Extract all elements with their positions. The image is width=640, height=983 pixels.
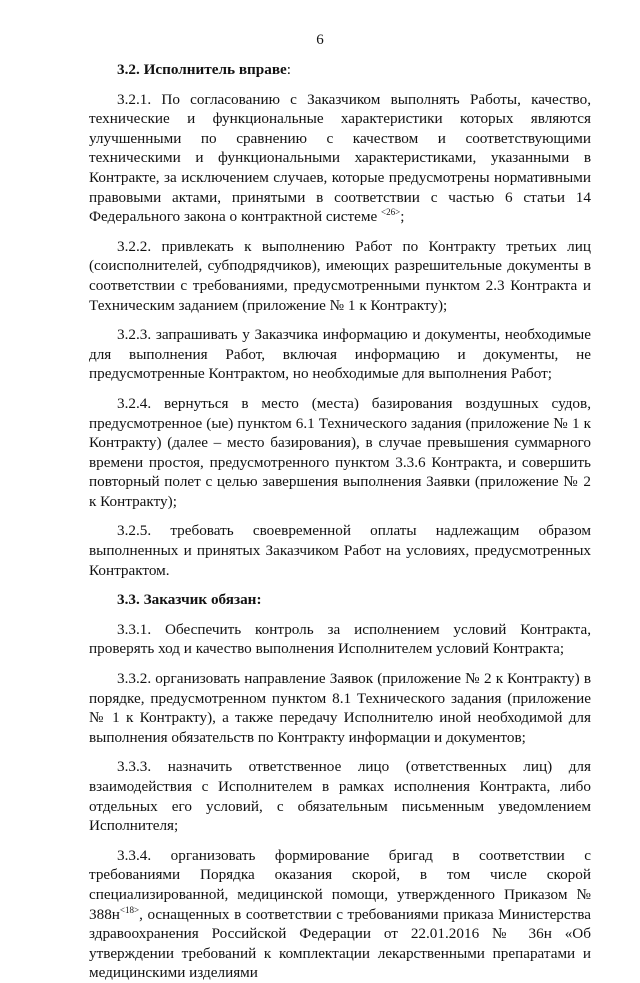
clause-text: запрашивать у Заказчика информацию и документы, необходимые для выполнения Работ, включая информацию и документы, не предусмотренные Контрактом, но необходимые для выполнения Работ; [89,326,591,383]
clause-text: привлекать к выполнению Работ по Контракту третьих лиц (соисполнителей, субподрядчиков), имеющих разрешительные документы в соответствии с требованиями, предусмотренными пунктом 2.3 Контракта и Техническим заданием (приложение № 1 к Контракту); [89,237,591,314]
clause-text: организовать направление Заявок (приложение № 2 к Контракту) в порядке, предусмотренном пунктом 8.1 Технического задания (приложение № 1 к Контракту), а также передачу Исполнителю иной необходимой для выполнения обязательств по Контракту информации и документов; [89,670,591,746]
clause-text: назначить ответственное лицо (ответственных лиц) для взаимодействия с Исполнителем в рамках исполнения Контракта, либо отдельных его условий, с обязательным письменным уведомлением Исполнителя; [89,758,591,835]
clause-3-2-1 [89,90,591,227]
document-body [89,60,591,983]
clause-3-2-4 [89,394,591,512]
clause-3-2-5 [89,521,591,580]
clause-number: 3.3.3. [117,758,152,776]
footnote-ref: <26> [381,207,401,218]
section-heading-3-3-text: 3.3. Заказчик обязан: [117,591,262,609]
clause-number: 3.2.2. [117,237,152,255]
clause-text: требовать своевременной оплаты надлежащим образом выполненных и принятых Заказчиком Работ на условиях, предусмотренных Контрактом. [89,522,591,579]
clause-text: вернуться в место (места) базирования воздушных судов, предусмотренное (ые) пунктом 6.1 Технического задания (приложение № 1 к Контракту) (далее – место базирования), в случае превышения суммарного времени простоя, предусмотренного пунктом 3.3.6 Контракта, и совершить повторный полет с целью завершения выполнения Заявки (приложение № 2 к Контракту); [89,394,591,510]
section-heading-3-2 [89,60,591,80]
page-number: 6 [316,32,324,48]
clause-number: 3.2.3. [117,326,152,344]
clause-text: Обеспечить контроль за исполнением условий Контракта, проверять ход и качество выполнения Исполнителем условий Контракта; [89,620,591,658]
section-heading-3-2-colon: : [286,61,292,78]
clause-text: организовать формирование бригад в соответствии с требованиями Порядка оказания скорой, в том числе скорой специализированной, медицинской помощи, утвержденного Приказом № 388н [89,846,591,923]
clause-3-3-2 [89,669,591,747]
clause-3-2-2 [89,237,591,315]
section-heading-3-2-text: 3.2. Исполнитель вправе [117,61,287,78]
clause-number: 3.2.5. [117,522,152,540]
clause-number: 3.2.1. [117,90,152,108]
clause-number: 3.3.2. [117,670,152,688]
clause-tail: , оснащенных в соответствии с требованиями приказа Министерства здравоохранения Российской Федерации от 22.01.2016 № 36н «Об утверждении требований к комплектации лекарственными препаратами и медицинскими изделиями [89,905,591,982]
clause-number: 3.3.4. [117,846,152,864]
clause-number: 3.2.4. [117,394,152,412]
clause-number: 3.3.1. [117,620,152,638]
clause-3-3-4 [89,846,591,983]
clause-tail: ; [400,208,405,226]
clause-text: По согласованию с Заказчиком выполнять Работы, качество, технические и функциональные характеристики которых являются улучшенными по сравнению с качеством и соответствующими техническими и функциональными характеристиками, указанными в Контракте, за исключением случаев, которые предусмотрены нормативными правовыми актами, принятыми в соответствии с частью 6 статьи 14 Федерального закона о контрактной системе [89,90,591,226]
clause-3-2-3 [89,325,591,384]
clause-3-3-1 [89,620,591,659]
section-heading-3-3 [89,590,591,610]
clause-3-3-3 [89,757,591,835]
footnote-ref: <18> [119,904,140,915]
